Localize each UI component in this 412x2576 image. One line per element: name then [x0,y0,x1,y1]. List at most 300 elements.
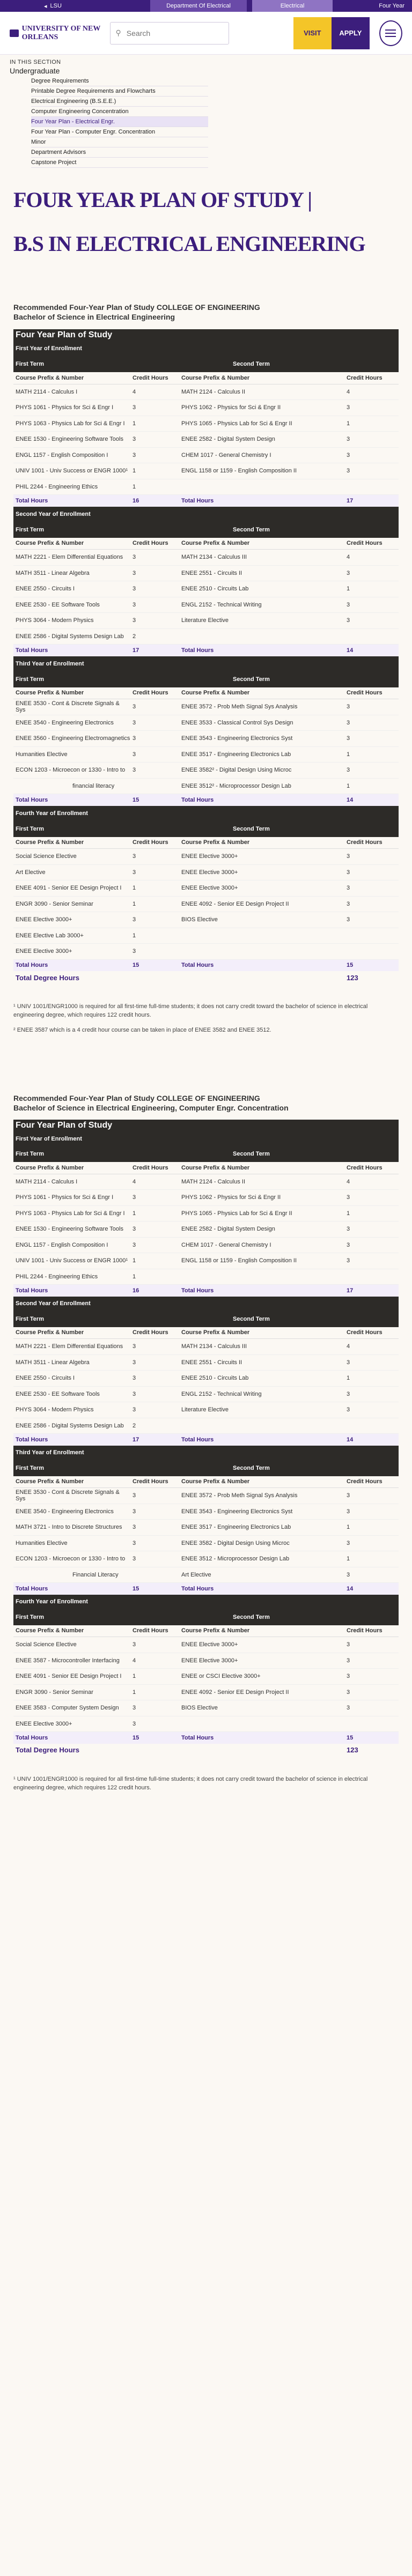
credit-hours-cell [344,1418,399,1434]
first-term-label: First Term [13,1609,179,1625]
total-hours-value: 17 [130,1434,179,1446]
course-cell: ENEE 3533 - Classical Control Sys Design [179,715,344,731]
course-cell: ENEE 2582 - Digital System Design [179,1222,344,1238]
course-row [13,1205,399,1222]
course-cell: ENEE 2551 - Circuits II [179,565,344,581]
credit-hours-cell: 3 [130,849,179,865]
column-header-row [13,372,399,384]
section-nav-item[interactable]: Computer Engineering Concentration [31,107,208,117]
breadcrumb-electrical[interactable]: Electrical [252,0,333,12]
course-row [13,864,399,880]
course-header: Course Prefix & Number [13,1625,130,1637]
breadcrumb-department[interactable]: Department Of Electrical [150,0,247,12]
search-input[interactable] [127,29,223,38]
page-title-block [0,168,412,256]
second-term-label: Second Term [179,1146,399,1162]
search-icon[interactable]: ⚲ [115,28,121,37]
course-header: Course Prefix & Number [179,1625,344,1637]
course-row [13,1371,399,1387]
course-row [13,746,399,763]
year-header-row [13,806,399,821]
course-cell: Art Elective [179,1567,344,1583]
plan-table [13,329,399,984]
course-cell: ENEE 3540 - Engineering Electronics [13,715,130,731]
credit-hours-cell: 3 [130,565,179,581]
course-row [13,1684,399,1700]
course-row [13,1716,399,1732]
course-cell: MATH 2134 - Calculus III [179,1339,344,1355]
course-cell: PHYS 1062 - Physics for Sci & Engr II [179,400,344,416]
credit-hours-cell [344,1716,399,1732]
total-hours-value: 15 [130,959,179,971]
credit-hours-cell: 3 [130,447,179,463]
year-header: Second Year of Enrollment [13,507,399,522]
course-header: Course Prefix & Number [13,538,130,550]
credit-hours-cell: 3 [344,1237,399,1253]
course-row [13,1339,399,1355]
year-header-row [13,656,399,671]
first-term-label: First Term [13,1311,179,1327]
course-cell: financial literacy [13,778,130,794]
credit-hours-header: Credit Hours [344,687,399,699]
course-header: Course Prefix & Number [179,1476,344,1488]
course-cell [179,628,344,645]
plan-heading: Recommended Four-Year Plan of Study COLLEGE OF ENGINEERING [13,1094,260,1102]
credit-hours-cell: 3 [130,613,179,629]
credit-hours-cell: 3 [344,849,399,865]
credit-hours-cell: 3 [130,400,179,416]
course-cell: ENEE 2551 - Circuits II [179,1354,344,1371]
total-hours-value: 16 [130,1285,179,1297]
credit-hours-header: Credit Hours [130,687,179,699]
credit-hours-cell: 3 [130,1402,179,1418]
credit-hours-header: Credit Hours [344,1327,399,1339]
term-row [13,1311,399,1327]
uno-logo[interactable]: UNIVERSITY OF NEW ORLEANS [10,25,110,42]
course-cell: ENEE 3512 - Microprocessor Design Lab [179,1551,344,1567]
section-nav-list [31,76,208,168]
course-row [13,778,399,794]
credit-hours-cell: 3 [344,597,399,613]
course-cell: ENEE Elective Lab 3000+ [13,928,130,944]
course-cell: ENEE 3582² - Digital Design Using Microc [179,763,344,779]
credit-hours-cell: 3 [130,864,179,880]
credit-hours-cell: 3 [130,699,179,715]
course-cell: ENEE 3543 - Engineering Electronics Syst [179,1504,344,1520]
course-cell: ENGL 2152 - Technical Writing [179,597,344,613]
term-row [13,522,399,538]
total-hours-label: Total Hours [13,794,130,806]
course-cell: MATH 2124 - Calculus II [179,384,344,400]
total-hours-row [13,1732,399,1744]
course-cell: ENGL 1158 or 1159 - English Composition II [179,463,344,479]
total-hours-row [13,794,399,806]
total-degree-label: Total Degree Hours [16,973,79,982]
top-utility-bar [0,0,412,12]
term-row [13,356,399,372]
breadcrumb-current[interactable]: Four Year [379,3,404,9]
course-cell: MATH 2124 - Calculus II [179,1174,344,1190]
visit-button[interactable]: VISIT [293,17,332,49]
first-term-label: First Term [13,1146,179,1162]
credit-hours-cell: 3 [344,1567,399,1583]
course-cell: ENGL 2152 - Technical Writing [179,1386,344,1402]
course-cell: ENEE Elective 3000+ [13,1716,130,1732]
course-cell: MATH 3511 - Linear Algebra [13,565,130,581]
course-cell: ENEE 3512² - Microprocessor Design Lab [179,778,344,794]
total-hours-row [13,1434,399,1446]
credit-hours-cell: 1 [130,479,179,495]
course-row [13,1222,399,1238]
total-degree-label: Total Degree Hours [16,1746,79,1754]
section-nav-item[interactable]: Degree Requirements [31,76,208,86]
course-header: Course Prefix & Number [13,372,130,384]
section-nav-item[interactable]: Four Year Plan - Electrical Engr. [31,117,208,127]
course-cell: ENEE 2586 - Digital Systems Design Lab [13,628,130,645]
credit-hours-cell: 3 [344,731,399,747]
course-cell: ENEE 2530 - EE Software Tools [13,597,130,613]
total-hours-label: Total Hours [13,1285,130,1297]
credit-hours-cell: 3 [344,1637,399,1653]
credit-hours-cell: 3 [130,1520,179,1536]
credit-hours-cell: 1 [130,1253,179,1269]
plan-table-title: Four Year Plan of Study [13,1120,399,1131]
course-row [13,613,399,629]
credit-hours-cell: 3 [344,896,399,912]
credit-hours-cell: 3 [344,1402,399,1418]
credit-hours-cell: 1 [344,416,399,432]
course-row [13,1237,399,1253]
credit-hours-cell: 4 [344,384,399,400]
credit-hours-cell: 2 [130,1418,179,1434]
credit-hours-header: Credit Hours [344,538,399,550]
course-row [13,628,399,645]
credit-hours-cell: 1 [130,928,179,944]
course-cell: MATH 2134 - Calculus III [179,550,344,566]
credit-hours-header: Credit Hours [344,837,399,849]
total-hours-value: 17 [344,1285,399,1297]
course-cell: ENGL 1157 - English Composition I [13,1237,130,1253]
credit-hours-cell: 3 [130,1700,179,1716]
plan-table [13,1120,399,1757]
course-cell: ENEE 4092 - Senior EE Design Project II [179,1684,344,1700]
course-cell: Art Elective [13,864,130,880]
section-nav-item[interactable]: Capstone Project [31,158,208,168]
credit-hours-cell [344,928,399,944]
section-nav-item[interactable]: Electrical Engineering (B.S.E.E.) [31,97,208,107]
credit-hours-cell: 3 [344,1535,399,1551]
credit-hours-cell: 3 [130,1222,179,1238]
credit-hours-cell: 3 [344,1190,399,1206]
course-cell: Humanities Elective [13,1535,130,1551]
footnotes [13,1757,399,1792]
section-nav-item[interactable]: Department Advisors [31,147,208,158]
footnote: ² ENEE 3587 which is a 4 credit hour course can be taken in place of ENEE 3582 and ENEE 3512. [13,1027,271,1033]
course-cell: PHIL 2244 - Engineering Ethics [13,479,130,495]
credit-hours-cell [130,1567,179,1583]
total-hours-value: 14 [344,645,399,656]
course-cell: MATH 3511 - Linear Algebra [13,1354,130,1371]
credit-hours-cell: 3 [130,912,179,928]
course-header: Course Prefix & Number [179,837,344,849]
plan-section [0,1041,412,1792]
credit-hours-cell [344,1269,399,1285]
course-cell: ENEE 3572 - Prob Meth Signal Sys Analysis [179,699,344,715]
course-cell: ENEE Elective 3000+ [13,944,130,960]
course-header: Course Prefix & Number [179,538,344,550]
second-term-label: Second Term [179,671,399,687]
total-hours-row [13,959,399,971]
credit-hours-cell: 3 [344,1653,399,1669]
year-header: First Year of Enrollment [13,341,399,356]
second-term-label: Second Term [179,1311,399,1327]
total-hours-label: Total Hours [179,1434,344,1446]
course-cell: ENEE 3540 - Engineering Electronics [13,1504,130,1520]
credit-hours-header: Credit Hours [344,1625,399,1637]
course-cell: Financial Literacy [13,1567,130,1583]
credit-hours-cell: 1 [344,746,399,763]
credit-hours-cell: 3 [130,715,179,731]
course-cell: CHEM 1017 - General Chemistry I [179,1237,344,1253]
course-row [13,1669,399,1685]
column-header-row [13,687,399,699]
lsu-link[interactable]: ◂ LSU [44,3,62,10]
course-row [13,1520,399,1536]
page-title: FOUR YEAR PLAN OF STUDY | [13,188,312,212]
total-hours-row [13,495,399,507]
column-header-row [13,837,399,849]
course-row [13,1269,399,1285]
course-header: Course Prefix & Number [179,1327,344,1339]
total-hours-value: 17 [344,495,399,507]
total-degree-row [13,1744,399,1757]
section-nav [0,55,412,168]
breadcrumb [150,0,333,12]
course-row [13,1253,399,1269]
course-cell [179,1716,344,1732]
course-row [13,849,399,865]
credit-hours-cell: 2 [130,628,179,645]
credit-hours-cell: 1 [344,778,399,794]
credit-hours-cell: 3 [130,1339,179,1355]
credit-hours-cell [344,479,399,495]
course-row [13,1535,399,1551]
credit-hours-cell: 1 [344,1551,399,1567]
credit-hours-cell: 3 [130,581,179,597]
course-row [13,384,399,400]
course-cell: ENGR 3090 - Senior Seminar [13,896,130,912]
course-cell: ENGL 1157 - English Composition I [13,447,130,463]
course-cell: ENEE 2582 - Digital System Design [179,432,344,448]
section-nav-item[interactable]: Four Year Plan - Computer Engr. Concentration [31,127,208,137]
credit-hours-cell: 3 [130,944,179,960]
course-cell: ENEE 2530 - EE Software Tools [13,1386,130,1402]
total-hours-label: Total Hours [13,959,130,971]
total-hours-label: Total Hours [13,645,130,656]
credit-hours-cell [344,628,399,645]
course-cell: ECON 1203 - Microecon or 1330 - Intro to [13,1551,130,1567]
course-row [13,1190,399,1206]
course-cell: ENEE 3530 - Cont & Discrete Signals & Sys [13,1488,130,1504]
section-nav-item[interactable]: Minor [31,137,208,147]
course-row [13,581,399,597]
course-row [13,565,399,581]
course-row [13,1653,399,1669]
course-row [13,1402,399,1418]
course-row [13,1551,399,1567]
credit-hours-cell: 4 [344,550,399,566]
course-cell: ENEE 1530 - Engineering Software Tools [13,1222,130,1238]
course-row [13,479,399,495]
credit-hours-cell [344,944,399,960]
course-row [13,896,399,912]
course-row [13,550,399,566]
credit-hours-cell: 3 [130,746,179,763]
course-cell: PHYS 1061 - Physics for Sci & Engr I [13,1190,130,1206]
total-hours-value: 14 [344,794,399,806]
course-cell: MATH 2114 - Calculus I [13,1174,130,1190]
credit-hours-header: Credit Hours [130,1327,179,1339]
course-cell: ENEE 3543 - Engineering Electronics Syst [179,731,344,747]
total-hours-label: Total Hours [13,1434,130,1446]
course-cell: PHYS 1062 - Physics for Sci & Engr II [179,1190,344,1206]
credit-hours-header: Credit Hours [130,1162,179,1174]
column-header-row [13,1476,399,1488]
course-row [13,1488,399,1504]
credit-hours-cell: 3 [130,1386,179,1402]
credit-hours-cell: 4 [130,1174,179,1190]
credit-hours-cell: 3 [344,1253,399,1269]
apply-button[interactable]: APPLY [332,17,370,49]
credit-hours-header: Credit Hours [130,1476,179,1488]
credit-hours-cell: 3 [130,1637,179,1653]
credit-hours-cell: 3 [130,1504,179,1520]
course-cell: ENEE 3517 - Engineering Electronics Lab [179,1520,344,1536]
section-nav-label: IN THIS SECTION [10,59,61,65]
year-header-row [13,341,399,356]
credit-hours-cell: 3 [344,1684,399,1700]
course-cell: ENEE or CSCI Elective 3000+ [179,1669,344,1685]
credit-hours-cell: 3 [130,763,179,779]
section-nav-group[interactable]: Undergraduate [10,66,60,75]
course-cell: ENEE 3587 - Microcontroller Interfacing [13,1653,130,1669]
first-term-label: First Term [13,821,179,837]
year-header-row [13,1131,399,1146]
footnotes [13,984,399,1034]
year-header-row [13,507,399,522]
course-row [13,763,399,779]
credit-hours-cell: 1 [130,1205,179,1222]
search-box [110,22,229,45]
first-term-label: First Term [13,522,179,538]
credit-hours-cell: 4 [344,1339,399,1355]
total-hours-row [13,1285,399,1297]
total-hours-label: Total Hours [179,1583,344,1595]
course-header: Course Prefix & Number [13,837,130,849]
course-cell: ENEE 3517 - Engineering Electronics Lab [179,746,344,763]
plan-subheading: Bachelor of Science in Electrical Engineering, Computer Engr. Concentration [13,1104,289,1112]
site-header [0,12,412,55]
plan-table-title-row [13,1120,399,1131]
total-hours-label: Total Hours [179,645,344,656]
total-degree-value: 123 [347,973,358,982]
credit-hours-cell: 3 [344,864,399,880]
total-hours-value: 14 [344,1583,399,1595]
credit-hours-cell: 3 [130,432,179,448]
course-row [13,1174,399,1190]
course-cell: ENEE Elective 3000+ [179,880,344,897]
course-cell: ENEE 2550 - Circuits I [13,581,130,597]
menu-hamburger-icon[interactable] [379,20,402,46]
second-term-label: Second Term [179,356,399,372]
course-row [13,928,399,944]
credit-hours-header: Credit Hours [344,372,399,384]
credit-hours-cell [130,778,179,794]
credit-hours-cell: 1 [130,880,179,897]
year-header-row [13,1595,399,1609]
course-row [13,447,399,463]
course-row [13,1637,399,1653]
course-row [13,715,399,731]
year-header-row [13,1446,399,1460]
course-cell: ENEE 4092 - Senior EE Design Project II [179,896,344,912]
credit-hours-cell: 3 [130,1535,179,1551]
section-nav-item[interactable]: Printable Degree Requirements and Flowcharts [31,86,208,97]
year-header: Third Year of Enrollment [13,656,399,671]
credit-hours-cell: 3 [130,1354,179,1371]
plan-section [0,256,412,1034]
course-header: Course Prefix & Number [179,1162,344,1174]
course-row [13,912,399,928]
course-cell: MATH 2221 - Elem Differential Equations [13,550,130,566]
column-header-row [13,538,399,550]
credit-hours-cell: 1 [130,1684,179,1700]
course-row [13,731,399,747]
plan-table-title: Four Year Plan of Study [13,329,399,341]
course-cell: Social Science Elective [13,1637,130,1653]
credit-hours-cell: 3 [344,447,399,463]
course-cell: ECON 1203 - Microecon or 1330 - Intro to [13,763,130,779]
credit-hours-header: Credit Hours [130,837,179,849]
credit-hours-cell: 3 [344,1354,399,1371]
course-cell: ENEE 3560 - Engineering Electromagnetics [13,731,130,747]
credit-hours-cell: 3 [130,1551,179,1567]
course-row [13,1386,399,1402]
credit-hours-cell: 4 [130,384,179,400]
total-hours-value: 15 [130,794,179,806]
course-row [13,944,399,960]
second-term-label: Second Term [179,522,399,538]
course-row [13,1567,399,1583]
course-cell: ENEE Elective 3000+ [13,912,130,928]
uno-logo-mark-icon [10,29,19,37]
course-cell: ENEE Elective 3000+ [179,1653,344,1669]
course-cell: ENEE 3583 - Computer System Design [13,1700,130,1716]
course-cell: PHYS 1065 - Physics Lab for Sci & Engr II [179,1205,344,1222]
total-hours-label: Total Hours [13,1732,130,1744]
course-cell: ENEE 4091 - Senior EE Design Project I [13,880,130,897]
course-cell: ENEE Elective 3000+ [179,864,344,880]
total-hours-value: 15 [344,1732,399,1744]
course-cell: ENEE 3530 - Cont & Discrete Signals & Sys [13,699,130,715]
term-row [13,1609,399,1625]
credit-hours-cell: 3 [344,613,399,629]
course-cell: ENEE 3582 - Digital Design Using Microc [179,1535,344,1551]
credit-hours-cell: 1 [344,1205,399,1222]
course-row [13,597,399,613]
year-header: Fourth Year of Enrollment [13,1595,399,1609]
credit-hours-header: Credit Hours [344,1162,399,1174]
